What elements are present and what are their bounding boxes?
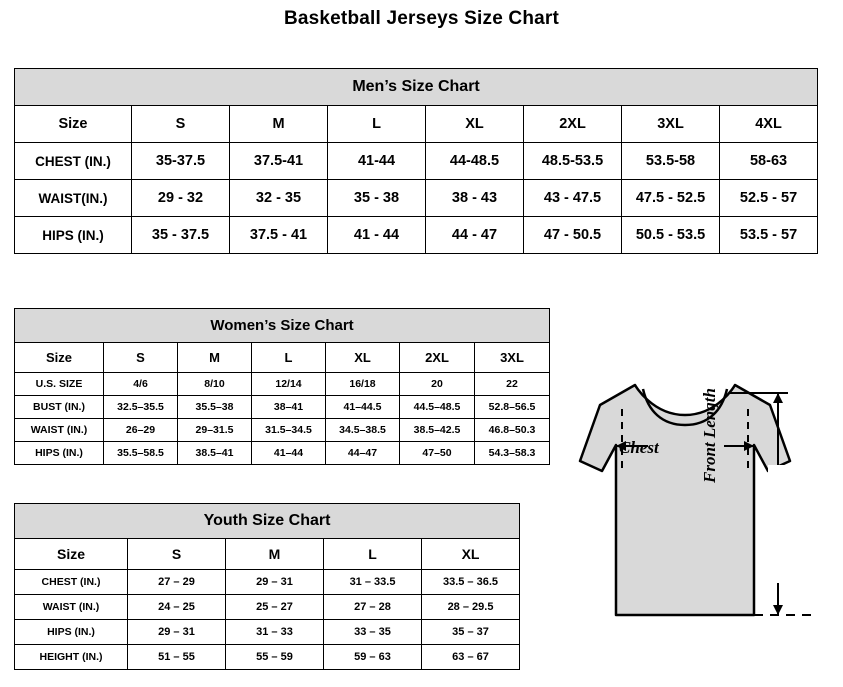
table-cell: 41–44.5 [326,396,400,419]
col-header-3xl: 3XL [622,106,720,143]
table-cell: 29–31.5 [178,419,252,442]
table-cell: 33.5 – 36.5 [422,570,520,595]
table-caption-row [15,69,818,106]
table-cell: 55 – 59 [226,645,324,670]
row-label: BUST (IN.) [15,396,104,419]
table-cell: 28 – 29.5 [422,595,520,620]
table-cell: 37.5-41 [230,143,328,180]
col-header-xl: XL [422,539,520,570]
table-caption-row [15,504,520,539]
row-label: CHEST (IN.) [15,570,128,595]
mens-size-chart-table [14,68,818,254]
table-cell: 44.5–48.5 [400,396,475,419]
table-cell: 44 - 47 [426,217,524,254]
col-header-4xl: 4XL [720,106,818,143]
table-cell: 38.5–41 [178,442,252,465]
table-cell: 22 [475,373,550,396]
table-cell: 38–41 [252,396,326,419]
table-cell: 34.5–38.5 [326,419,400,442]
col-header-size: Size [15,106,132,143]
col-header-l: L [252,343,326,373]
table-cell: 27 – 28 [324,595,422,620]
table-caption-row [15,309,550,343]
page-title: Basketball Jerseys Size Chart [283,8,560,29]
table-header-row [15,343,550,373]
table-cell: 35-37.5 [132,143,230,180]
col-header-m: M [226,539,324,570]
table-cell: 41–44 [252,442,326,465]
table-row [15,143,818,180]
table-cell: 29 – 31 [226,570,324,595]
table-cell: 35.5–38 [178,396,252,419]
table-cell: 53.5-58 [622,143,720,180]
table-cell: 58-63 [720,143,818,180]
table-cell: 8/10 [178,373,252,396]
table-cell: 41-44 [328,143,426,180]
table-cell: 35.5–58.5 [104,442,178,465]
table-cell: 29 – 31 [128,620,226,645]
table-header-row [15,106,818,143]
table-cell: 59 – 63 [324,645,422,670]
table-cell: 35 - 38 [328,180,426,217]
table-cell: 52.8–56.5 [475,396,550,419]
row-label: WAIST(IN.) [15,180,132,217]
table-cell: 47 - 50.5 [524,217,622,254]
table-cell: 31 – 33.5 [324,570,422,595]
youth-size-chart-table [14,503,520,670]
table-cell: 47–50 [400,442,475,465]
col-header-2xl: 2XL [400,343,475,373]
col-header-xl: XL [426,106,524,143]
table-cell: 4/6 [104,373,178,396]
table-header-row [15,539,520,570]
youth-chart-caption: Youth Size Chart [15,504,520,539]
table-cell: 53.5 - 57 [720,217,818,254]
table-cell: 44–47 [326,442,400,465]
mens-chart-caption: Men’s Size Chart [15,69,818,106]
table-cell: 27 – 29 [128,570,226,595]
jersey-measurement-diagram [540,353,840,683]
womens-size-chart-table [14,308,550,465]
table-cell: 16/18 [326,373,400,396]
col-header-m: M [178,343,252,373]
row-label: WAIST (IN.) [15,419,104,442]
table-row [15,396,550,419]
table-cell: 44-48.5 [426,143,524,180]
table-cell: 38 - 43 [426,180,524,217]
table-cell: 48.5-53.5 [524,143,622,180]
table-cell: 25 – 27 [226,595,324,620]
col-header-l: L [324,539,422,570]
table-cell: 35 – 37 [422,620,520,645]
row-label: CHEST (IN.) [15,143,132,180]
table-row [15,645,520,670]
table-cell: 38.5–42.5 [400,419,475,442]
table-cell: 51 – 55 [128,645,226,670]
table-cell: 24 – 25 [128,595,226,620]
table-cell: 12/14 [252,373,326,396]
womens-chart-caption: Women’s Size Chart [15,309,550,343]
table-row [15,373,550,396]
front-length-measure-label: Front Length [700,388,719,483]
table-cell: 63 – 67 [422,645,520,670]
table-cell: 41 - 44 [328,217,426,254]
table-cell: 32 - 35 [230,180,328,217]
row-label: HIPS (IN.) [15,620,128,645]
table-cell: 37.5 - 41 [230,217,328,254]
table-row [15,595,520,620]
table-cell: 32.5–35.5 [104,396,178,419]
col-header-3xl: 3XL [475,343,550,373]
col-header-s: S [104,343,178,373]
table-cell: 33 – 35 [324,620,422,645]
table-cell: 20 [400,373,475,396]
table-cell: 54.3–58.3 [475,442,550,465]
table-row [15,180,818,217]
table-cell: 46.8–50.3 [475,419,550,442]
col-header-s: S [128,539,226,570]
table-cell: 47.5 - 52.5 [622,180,720,217]
row-label: HEIGHT (IN.) [15,645,128,670]
table-cell: 52.5 - 57 [720,180,818,217]
row-label: HIPS (IN.) [15,217,132,254]
col-header-size: Size [15,343,104,373]
col-header-l: L [328,106,426,143]
row-label: HIPS (IN.) [15,442,104,465]
col-header-s: S [132,106,230,143]
jersey-illustration-icon [540,353,840,683]
table-row [15,419,550,442]
col-header-2xl: 2XL [524,106,622,143]
col-header-m: M [230,106,328,143]
table-cell: 31 – 33 [226,620,324,645]
col-header-size: Size [15,539,128,570]
table-cell: 50.5 - 53.5 [622,217,720,254]
table-row [15,620,520,645]
row-label: U.S. SIZE [15,373,104,396]
table-cell: 35 - 37.5 [132,217,230,254]
table-row [15,570,520,595]
col-header-xl: XL [326,343,400,373]
table-cell: 43 - 47.5 [524,180,622,217]
table-cell: 26–29 [104,419,178,442]
table-row [15,442,550,465]
table-row [15,217,818,254]
table-cell: 31.5–34.5 [252,419,326,442]
row-label: WAIST (IN.) [15,595,128,620]
table-cell: 29 - 32 [132,180,230,217]
chest-measure-label: Chest [619,438,659,457]
